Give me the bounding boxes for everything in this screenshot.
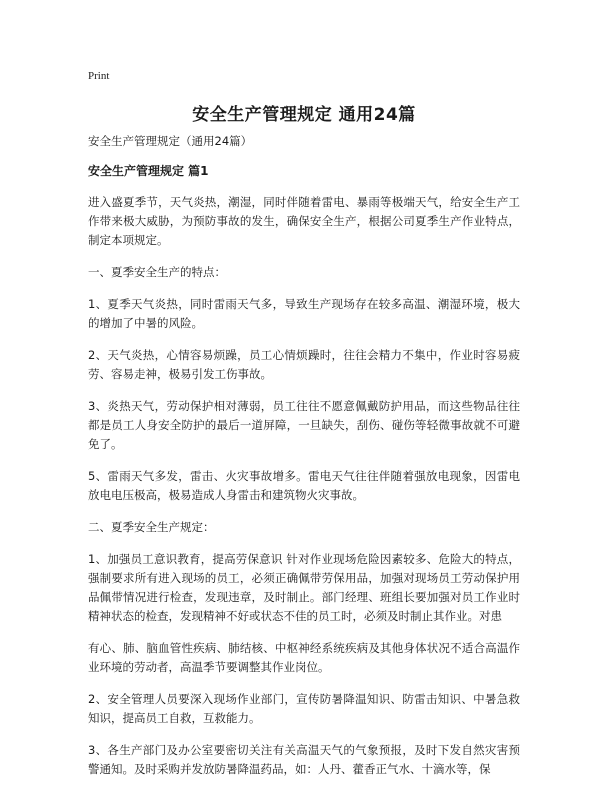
paragraph-feature-3: 3、炎热天气，劳动保护相对薄弱，员工往往不愿意佩戴防护用品，而这些物品往往都是员工人身安全防护的最后一道屏障，一旦缺失，刮伤、碰伤等轻微事故就不可避免了。 — [88, 399, 520, 451]
paragraph-feature-2: 2、天气炎热，心情容易烦躁，员工心情烦躁时，往往会精力不集中，作业时容易疲劳、容易走神，极易引发工伤事故。 — [88, 348, 520, 381]
paragraph-heading-features: 一、夏季安全生产的特点： — [88, 265, 226, 279]
section-heading: 安全生产管理规定 篇1 — [88, 164, 209, 178]
paragraph-rule-1-cont: 有心、肺、脑血管性疾病、肺结核、中枢神经系统疾病及其他身体状况不适合高温作业环境的劳动者，高温季节要调整其作业岗位。 — [88, 641, 520, 674]
paragraph-rule-3: 3、各生产部门及办公室要密切关注有关高温天气的气象预报，及时下发自然灾害预警通知。及时采购并发放防暑降温药品，如：人丹、藿香正气水、十滴水等，保 — [88, 743, 520, 776]
document-title: 安全生产管理规定 通用24篇 — [192, 105, 416, 125]
document-subtitle: 安全生产管理规定（通用24篇） — [88, 134, 253, 148]
paragraph-feature-1: 1、夏季天气炎热，同时雷雨天气多，导致生产现场存在较多高温、潮湿环境，极大的增加了中暑的风险。 — [88, 297, 520, 330]
paragraph-feature-5: 5、雷雨天气多发，雷击、火灾事故增多。雷电天气往往伴随着强放电现象，因雷电放电电压极高，极易造成人身雷击和建筑物火灾事故。 — [88, 469, 520, 502]
paragraph-rule-2: 2、安全管理人员要深入现场作业部门，宣传防暑降温知识、防雷击知识、中暑急救知识，提高员工自救，互救能力。 — [88, 692, 520, 725]
paragraph-heading-rules: 二、夏季安全生产规定： — [88, 520, 215, 534]
paragraph-rule-1: 1、加强员工意识教育，提高劳保意识 针对作业现场危险因素较多、危险大的特点，强制要求所有进入现场的员工，必须正确佩带劳保用品，加强对现场员工劳动保护用品佩带情况进行检查，发现违章，及时制止。部门经理、班组长要加强对员工作业时精神状态的检查，发现精神不好或状态不佳的员工时，必须及时制止其作业。对患 — [88, 552, 520, 623]
print-label: Print — [88, 70, 110, 82]
paragraph-intro: 进入盛夏季节，天气炎热，潮湿，同时伴随着雷电、暴雨等极端天气，给安全生产工作带来极大威胁，为预防事故的发生，确保安全生产，根据公司夏季生产作业特点，制定本项规定。 — [88, 195, 520, 247]
document-body — [88, 132, 520, 792]
